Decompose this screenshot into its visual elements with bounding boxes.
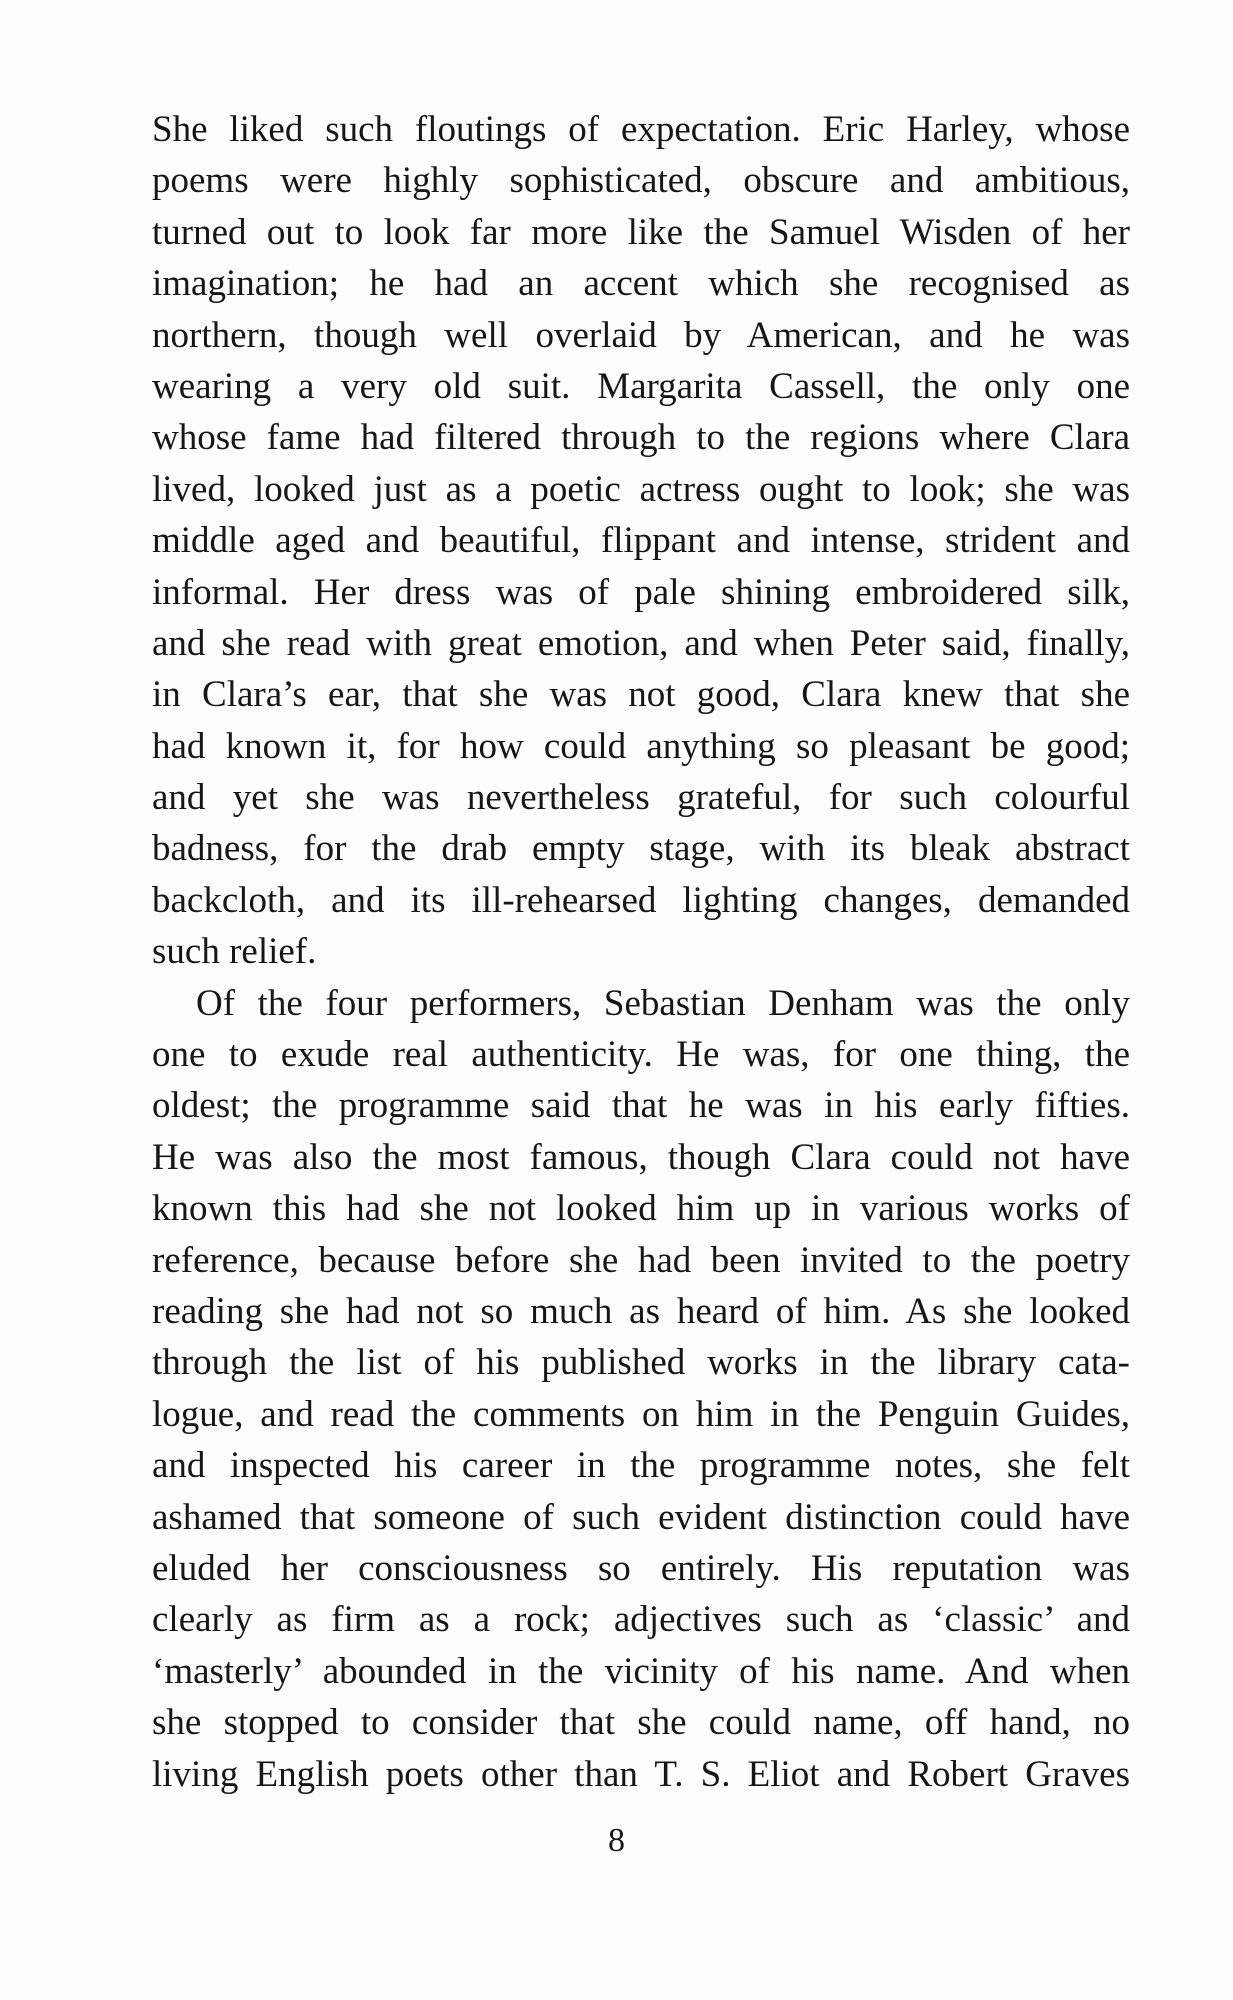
text-line: and she read with great emotion, and when Peter said, finally, (152, 622, 1130, 664)
text-line: living English poets other than T. S. Eliot and Robert Graves (152, 1753, 1130, 1795)
text-line: backcloth, and its ill-rehearsed lighting changes, demanded (152, 879, 1130, 921)
text-line: logue, and read the comments on him in the Penguin Guides, (152, 1393, 1130, 1435)
text-line: and inspected his career in the programme notes, she felt (152, 1445, 1130, 1487)
text-line: middle aged and beautiful, flippant and intense, strident and (152, 520, 1130, 562)
page-number: 8 (608, 1822, 625, 1859)
text-line: whose fame had filtered through to the regions where Clara (152, 417, 1130, 459)
text-line: turned out to look far more like the Samuel Wisden of her (152, 211, 1130, 253)
text-line: imagination; he had an accent which she recognised as (152, 263, 1130, 305)
text-line: she stopped to consider that she could name, off hand, no (152, 1702, 1130, 1744)
text-line: such relief. (152, 931, 317, 973)
text-line: northern, though well overlaid by American, and he was (152, 314, 1130, 356)
paragraph-1 (152, 104, 1130, 978)
text-line: one to exude real authenticity. He was, for one thing, the (152, 1034, 1130, 1076)
text-line: Of the four performers, Sebastian Denham was the only (196, 982, 1130, 1024)
paragraph-2 (152, 978, 1130, 1800)
text-line: clearly as firm as a rock; adjectives such as ‘classic’ and (152, 1599, 1130, 1641)
text-line: ‘masterly’ abounded in the vicinity of his name. And when (152, 1650, 1130, 1692)
text-line: and yet she was nevertheless grateful, for such colourful (152, 777, 1130, 819)
text-line: ashamed that someone of such evident distinction could have (152, 1496, 1130, 1538)
text-line: oldest; the programme said that he was in his early fifties. (152, 1085, 1130, 1127)
text-line: He was also the most famous, though Clara could not have (152, 1136, 1130, 1178)
text-line: through the list of his published works in the library cata- (152, 1342, 1130, 1384)
text-line: wearing a very old suit. Margarita Cassell, the only one (152, 365, 1130, 407)
text-line: lived, looked just as a poetic actress ought to look; she was (152, 468, 1130, 510)
text-line: known this had she not looked him up in various works of (152, 1188, 1130, 1230)
text-line: She liked such floutings of expectation. Eric Harley, whose (152, 109, 1130, 150)
text-line: poems were highly sophisticated, obscure and ambitious, (152, 160, 1130, 202)
body-text (152, 104, 1130, 1800)
text-line: in Clara’s ear, that she was not good, Clara knew that she (152, 674, 1130, 716)
text-line: had known it, for how could anything so pleasant be good; (152, 725, 1130, 767)
text-line: reference, because before she had been invited to the poetry (152, 1239, 1130, 1281)
text-line: informal. Her dress was of pale shining embroidered silk, (152, 571, 1130, 613)
text-line: badness, for the drab empty stage, with its bleak abstract (152, 828, 1130, 870)
text-line: reading she had not so much as heard of him. As she looked (152, 1290, 1130, 1332)
text-line: eluded her consciousness so entirely. His reputation was (152, 1547, 1130, 1589)
